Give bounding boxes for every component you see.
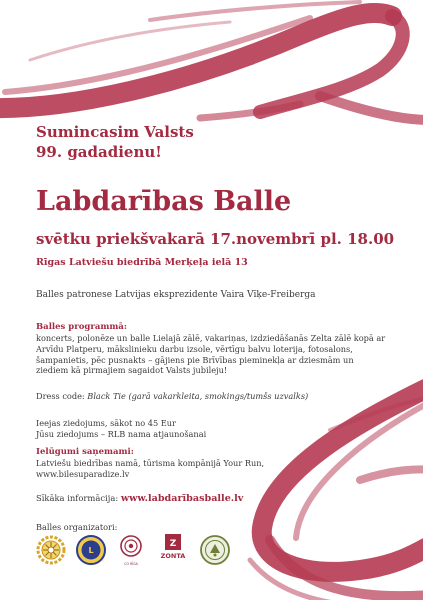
organizers-label: Balles organizatori: xyxy=(36,522,118,532)
invitations-locations: Latviešu biedrības namā, tūrisma kompānijā Your Run, xyxy=(36,458,265,468)
invitations-website: www.bilesuparadize.lv xyxy=(36,469,130,479)
greeting-line-1: Suminсаsim Valsts xyxy=(36,123,194,141)
event-date-time: svētku priekšvakarā 17.novembrī pl. 18.00 xyxy=(36,230,395,248)
greeting xyxy=(36,122,194,162)
program-description: koncerts, polonēze un balle Lielajā zālē, vakariņas, izdziedāšanās Zelta zālē kopā ar Arvīdu Platperu, mākslinieku darbu izsole, vērtīgu balvu loterija, fotosalons, šampanietis, pēc pusnakts – gājiens pie Brīvības pieminekļa ar dziesmām un ziediem kā pirmajiem sagaidot Valsts jubileju! xyxy=(36,333,386,376)
greeting-line-2: 99. gadadienu! xyxy=(36,143,162,161)
dress-code xyxy=(36,391,308,402)
info-website-link[interactable]: www.labdarībasballe.lv xyxy=(120,493,244,504)
entry-donation: Ieejas ziedojums, sākot no 45 Eur xyxy=(36,418,176,428)
event-patron: Balles patronese Latvijas eksprezidente Vaira Vīķe-Freiberga xyxy=(36,290,316,300)
organizer-logos xyxy=(34,533,234,569)
donation-purpose: Jūsu ziedojums – RLB nama atjaunošanai xyxy=(36,429,207,439)
event-venue: Rīgas Latviešu biedrībā Merķeļa ielā 13 xyxy=(36,257,248,268)
round-seal-logo-icon xyxy=(198,533,232,567)
co-rigas-logo-caption: CO RĪGA xyxy=(124,562,138,566)
event-title: Labdarības Balle xyxy=(36,186,292,217)
more-info xyxy=(36,493,243,504)
more-info-label: Sīkāka informācija: xyxy=(36,493,121,503)
rotary-wheel-icon xyxy=(34,533,68,567)
dress-code-label: Dress code: xyxy=(36,391,88,401)
svg-text:L: L xyxy=(88,546,94,555)
lions-club-icon xyxy=(74,533,108,567)
program-heading: Balles programmā: xyxy=(36,322,127,332)
zonta-logo-text: ZONTA xyxy=(160,552,186,560)
invitations-heading: Ielūgumi saņemami: xyxy=(36,447,134,457)
zonta-international-logo-icon xyxy=(154,533,192,563)
dress-code-value: Black Tie (garā vakarkleita, smokings/tumšs uzvalks) xyxy=(87,391,309,401)
svg-text:Z: Z xyxy=(169,539,177,549)
co-rigas-logo-icon xyxy=(114,533,148,566)
